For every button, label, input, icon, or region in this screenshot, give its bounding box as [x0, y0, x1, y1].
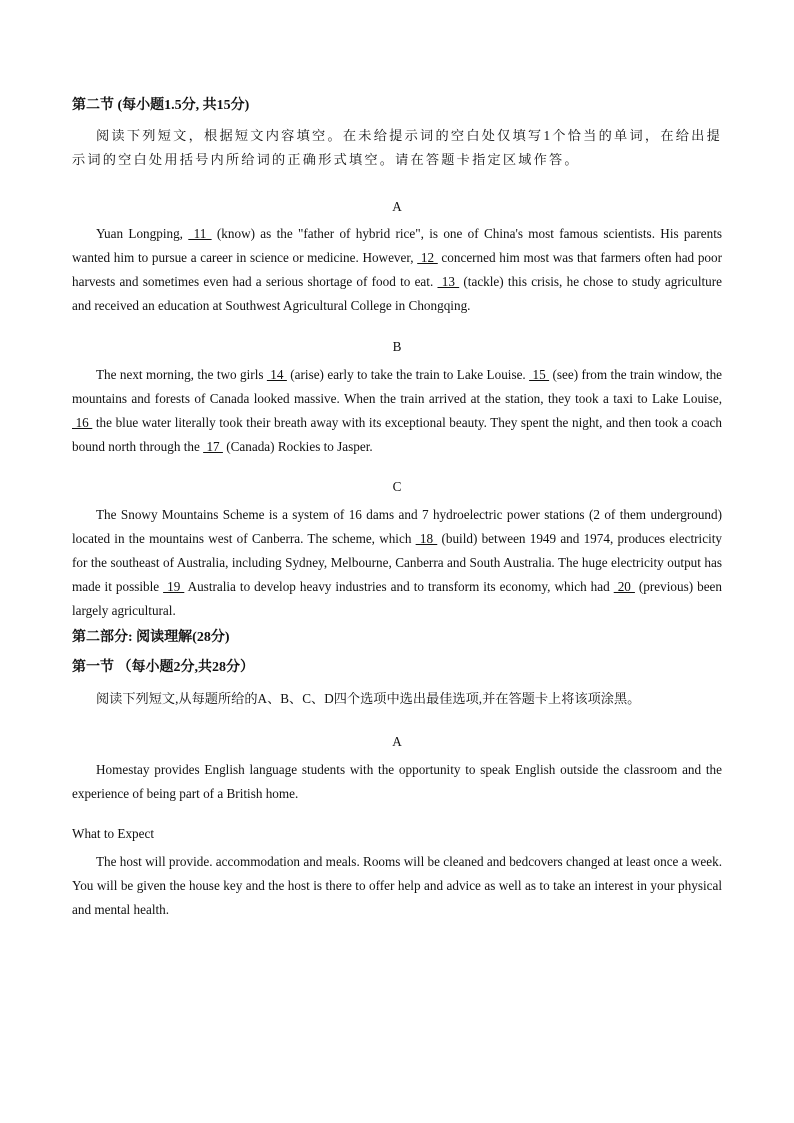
passage-b-label: B [392, 339, 402, 354]
passage-b-text-1: The next morning, the two girls [96, 367, 267, 382]
passage-b-text-2: (arise) early to take the train to Lake Louise. [286, 367, 530, 382]
blank-14[interactable]: 14 [266, 367, 287, 382]
blank-19[interactable]: 19 [163, 579, 185, 594]
passage-a-text [72, 222, 722, 318]
passage-b-text-4: the blue water literally took their breath away with its exceptional beauty. They spent the night, and then took a coach bound north through the [72, 415, 723, 454]
passage-a-text-1: Yuan Longping, [96, 226, 189, 241]
part-heading: 第二部分: 阅读理解(28分) [72, 630, 230, 645]
passage-c-text-1: The Snowy Mountains Scheme is a system of 16 dams and 7 hydroelectric power stations (2 of them underground) located in the mountains west of Canberra. The scheme, which [72, 507, 722, 546]
passage-a-label: A [392, 199, 402, 214]
blank-12[interactable]: 12 [417, 250, 438, 265]
section-instructions: 阅读下列短文，根据短文内容填空。在未给提示词的空白处仅填写1个恰当的单词，在给出提示词的空白处用括号内所给词的正确形式填空。请在答题卡指定区域作答。 [72, 128, 722, 167]
blank-18[interactable]: 18 [415, 531, 438, 546]
blank-11[interactable]: 11 [188, 226, 212, 241]
passage-a-text-4: (tackle) this crisis, he chose to study agriculture and received an education at Southwest Agricultural College in Chongqing. [72, 274, 722, 313]
reading-a-paragraph-1: Homestay provides English language students with the opportunity to speak English outside the classroom and the experience of being part of a British home. [72, 762, 722, 801]
passage-b-text [72, 363, 722, 459]
passage-a-text-2: (know) as the "father of hybrid rice", is one of China's most famous scientists. His parents wanted him to pursue a career in science or medicine. However, [72, 226, 722, 265]
blank-15[interactable]: 15 [529, 367, 550, 382]
passage-c-text-2: (build) between 1949 and 1974, produces electricity for the southeast of Australia, including Sydney, Melbourne, Canberra and South Australia. The huge electricity output has made it possible [72, 531, 722, 594]
blank-13[interactable]: 13 [437, 274, 460, 289]
blank-16[interactable]: 16 [72, 415, 93, 430]
blank-17[interactable]: 17 [203, 439, 223, 454]
reading-a-label: A [392, 734, 402, 749]
passage-c-text [72, 503, 722, 623]
section-heading: 第二节 (每小题1.5分, 共15分) [72, 98, 250, 113]
passage-b-text-5: (Canada) Rockies to Jasper. [222, 439, 373, 454]
blank-20[interactable]: 20 [613, 579, 635, 594]
passage-a-text-3: concerned him most was that farmers often had poor harvests and sometimes even had a serious shortage of food to eat. [72, 250, 722, 289]
reading-a-subtitle: What to Expect [72, 826, 155, 841]
passage-b-text-3: (see) from the train window, the mountains and forests of Canada looked massive. When the train arrived at the station, they took a taxi to Lake Louise, [72, 367, 723, 406]
part-instructions: 阅读下列短文,从每题所给的A、B、C、D四个选项中选出最佳选项,并在答题卡上将该项涂黑。 [96, 691, 641, 706]
passage-c-label: C [392, 479, 402, 494]
passage-c-text-3: Australia to develop heavy industries and to transform its economy, which had [184, 579, 614, 594]
part-subheading: 第一节 （每小题2分,共28分） [72, 660, 254, 675]
reading-a-paragraph-2: The host will provide. accommodation and meals. Rooms will be cleaned and bedcovers changed at least once a week. You will be given the house key and the host is there to offer help and advice as well as to take an interest in your physical and mental health. [72, 854, 722, 917]
passage-c-text-4: (previous) been largely agricultural. [72, 579, 722, 618]
